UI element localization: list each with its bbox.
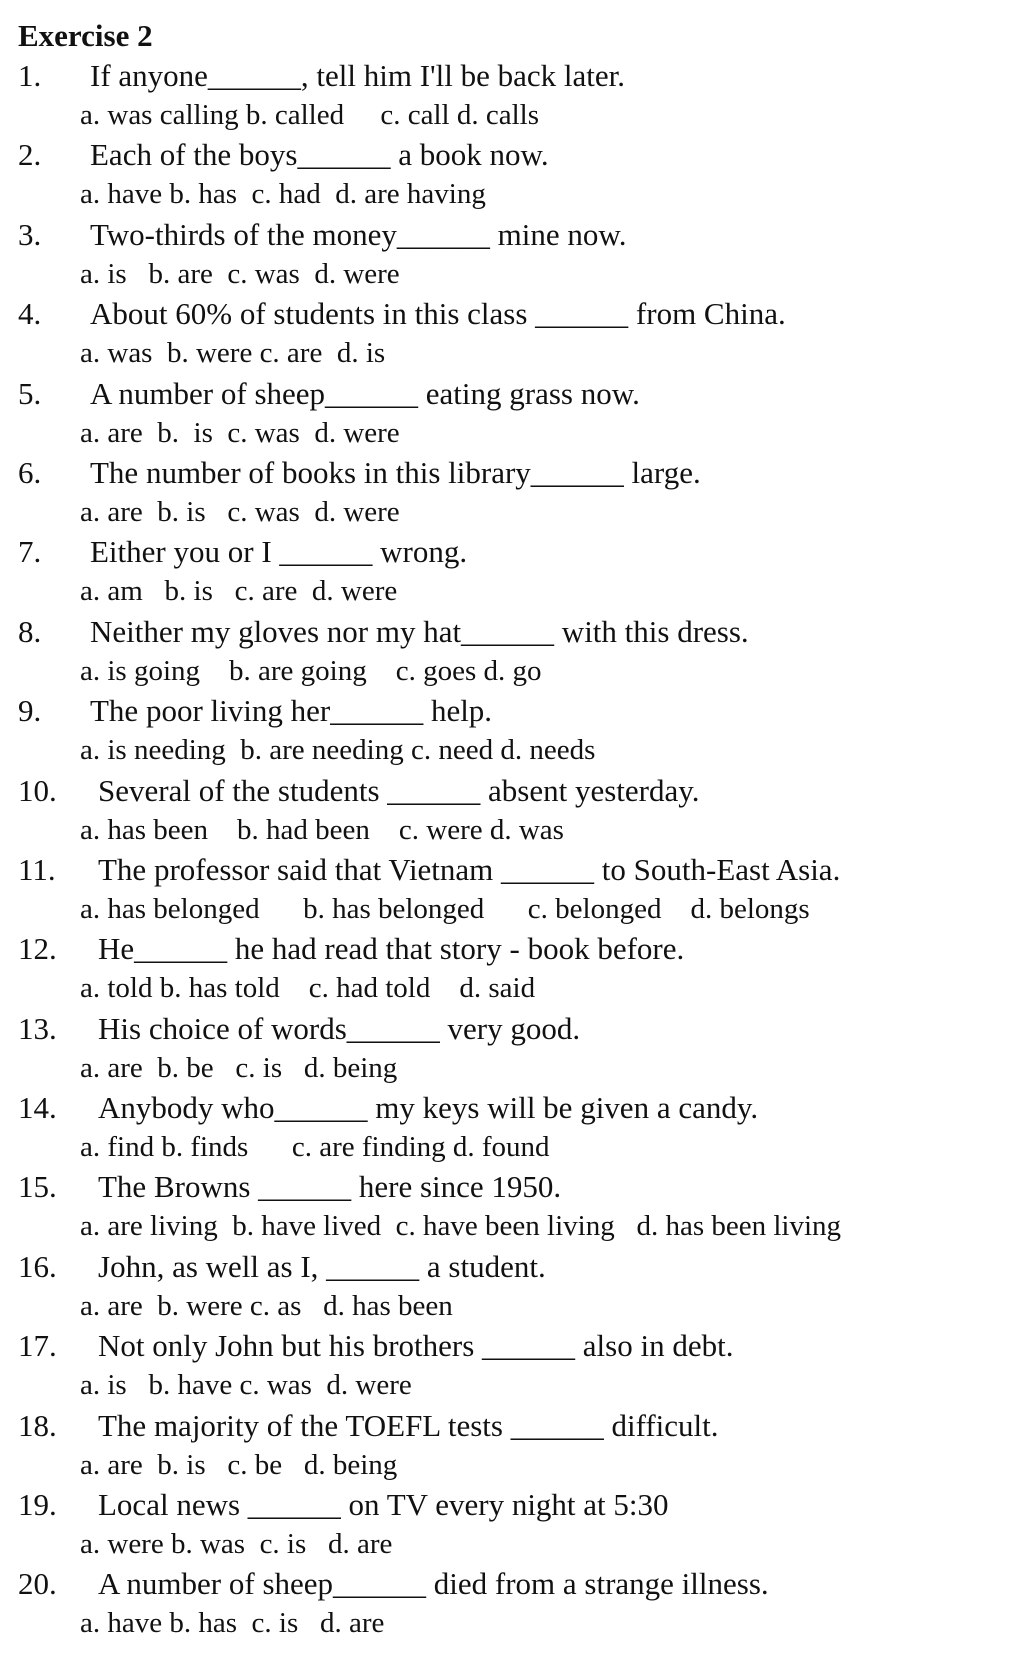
question-text: Not only John but his brothers ______ also in debt.	[98, 1328, 734, 1364]
question-11	[18, 850, 1014, 890]
question-text: If anyone______, tell him I'll be back later.	[90, 58, 626, 93]
answer-options: a. is b. have c. was d. were	[80, 1369, 412, 1402]
question-19	[18, 1485, 1014, 1525]
question-number: 7.	[18, 534, 42, 570]
answer-options: a. are b. is c. was d. were	[80, 416, 400, 449]
question-18	[18, 1406, 1014, 1446]
question-text: The professor said that Vietnam ______ to South-East Asia.	[98, 851, 841, 887]
question-number: 14.	[18, 1090, 57, 1126]
question-2	[18, 135, 1014, 175]
question-1	[18, 56, 1014, 96]
answer-options: a. find b. finds c. are finding d. found	[80, 1131, 550, 1164]
question-13	[18, 1009, 1014, 1049]
question-text: Neither my gloves nor my hat______ with this dress.	[90, 613, 749, 649]
question-16	[18, 1247, 1014, 1287]
answer-options: a. told b. has told c. had told d. said	[80, 972, 536, 1005]
question-15	[18, 1167, 1014, 1207]
question-text: The Browns ______ here since 1950.	[98, 1169, 562, 1205]
question-9	[18, 691, 1014, 731]
question-number: 3.	[18, 216, 42, 252]
question-text: He______ he had read that story - book before.	[98, 931, 685, 967]
question-number: 18.	[18, 1407, 57, 1443]
question-14	[18, 1088, 1014, 1128]
answer-options: a. am b. is c. are d. were	[80, 575, 398, 608]
question-number: 19.	[18, 1487, 57, 1523]
question-text: Local news ______ on TV every night at 5:30	[98, 1487, 669, 1523]
answer-options: a. are b. is c. was d. were	[80, 495, 400, 528]
question-text: Each of the boys______ a book now.	[90, 137, 549, 173]
question-text: Anybody who______ my keys will be given a candy.	[98, 1090, 759, 1126]
answer-options: a. have b. has c. is d. are	[80, 1607, 385, 1640]
answer-options: a. is going b. are going c. goes d. go	[80, 654, 542, 687]
question-number: 10.	[18, 772, 57, 808]
question-number: 16.	[18, 1248, 57, 1284]
question-text: The majority of the TOEFL tests ______ difficult.	[98, 1407, 719, 1443]
question-20	[18, 1564, 1014, 1604]
question-text: About 60% of students in this class ______ from China.	[90, 296, 786, 332]
question-4	[18, 294, 1014, 334]
answer-options: a. are b. be c. is d. being	[80, 1051, 398, 1084]
answer-options: a. is needing b. are needing c. need d. needs	[80, 734, 596, 767]
exercise-title: Exercise 2	[18, 18, 153, 53]
question-text: A number of sheep______ died from a strange illness.	[98, 1566, 769, 1602]
answer-options: a. were b. was c. is d. are	[80, 1528, 393, 1561]
question-number: 11.	[18, 851, 56, 887]
question-number: 13.	[18, 1010, 57, 1046]
answer-options: a. are living b. have lived c. have been living d. has been living	[80, 1210, 842, 1243]
question-12	[18, 929, 1014, 969]
question-text: Two-thirds of the money______ mine now.	[90, 216, 627, 252]
question-17	[18, 1326, 1014, 1366]
question-number: 9.	[18, 693, 42, 729]
question-text: A number of sheep______ eating grass now.	[90, 375, 640, 411]
question-number: 20.	[18, 1566, 57, 1602]
answer-options: a. was b. were c. are d. is	[80, 337, 386, 370]
question-8	[18, 612, 1014, 652]
question-6	[18, 453, 1014, 493]
question-text: The poor living her______ help.	[90, 693, 493, 729]
answer-options: a. has belonged b. has belonged c. belonged d. belongs	[80, 892, 810, 925]
question-text: Several of the students ______ absent yesterday.	[98, 772, 700, 808]
question-number: 2.	[18, 137, 42, 173]
question-number: 15.	[18, 1169, 57, 1205]
question-text: His choice of words______ very good.	[98, 1010, 581, 1046]
question-number: 8.	[18, 613, 42, 649]
question-number: 12.	[18, 931, 57, 967]
question-7	[18, 532, 1014, 572]
question-5	[18, 374, 1014, 414]
question-number: 17.	[18, 1328, 57, 1364]
answer-options: a. has been b. had been c. were d. was	[80, 813, 564, 846]
question-number: 1.	[18, 58, 42, 93]
question-text: The number of books in this library______ large.	[90, 454, 701, 490]
question-number: 6.	[18, 454, 42, 490]
question-number: 4.	[18, 296, 42, 332]
question-text: John, as well as I, ______ a student.	[98, 1248, 546, 1284]
answer-options: a. have b. has c. had d. are having	[80, 178, 486, 211]
question-text: Either you or I ______ wrong.	[90, 534, 468, 570]
answer-options: a. is b. are c. was d. were	[80, 257, 400, 290]
question-3	[18, 215, 1014, 255]
answer-options: a. are b. were c. as d. has been	[80, 1289, 453, 1322]
question-number: 5.	[18, 375, 42, 411]
answer-options: a. was calling b. called c. call d. calls	[80, 99, 539, 131]
question-10	[18, 771, 1014, 811]
answer-options: a. are b. is c. be d. being	[80, 1448, 398, 1481]
